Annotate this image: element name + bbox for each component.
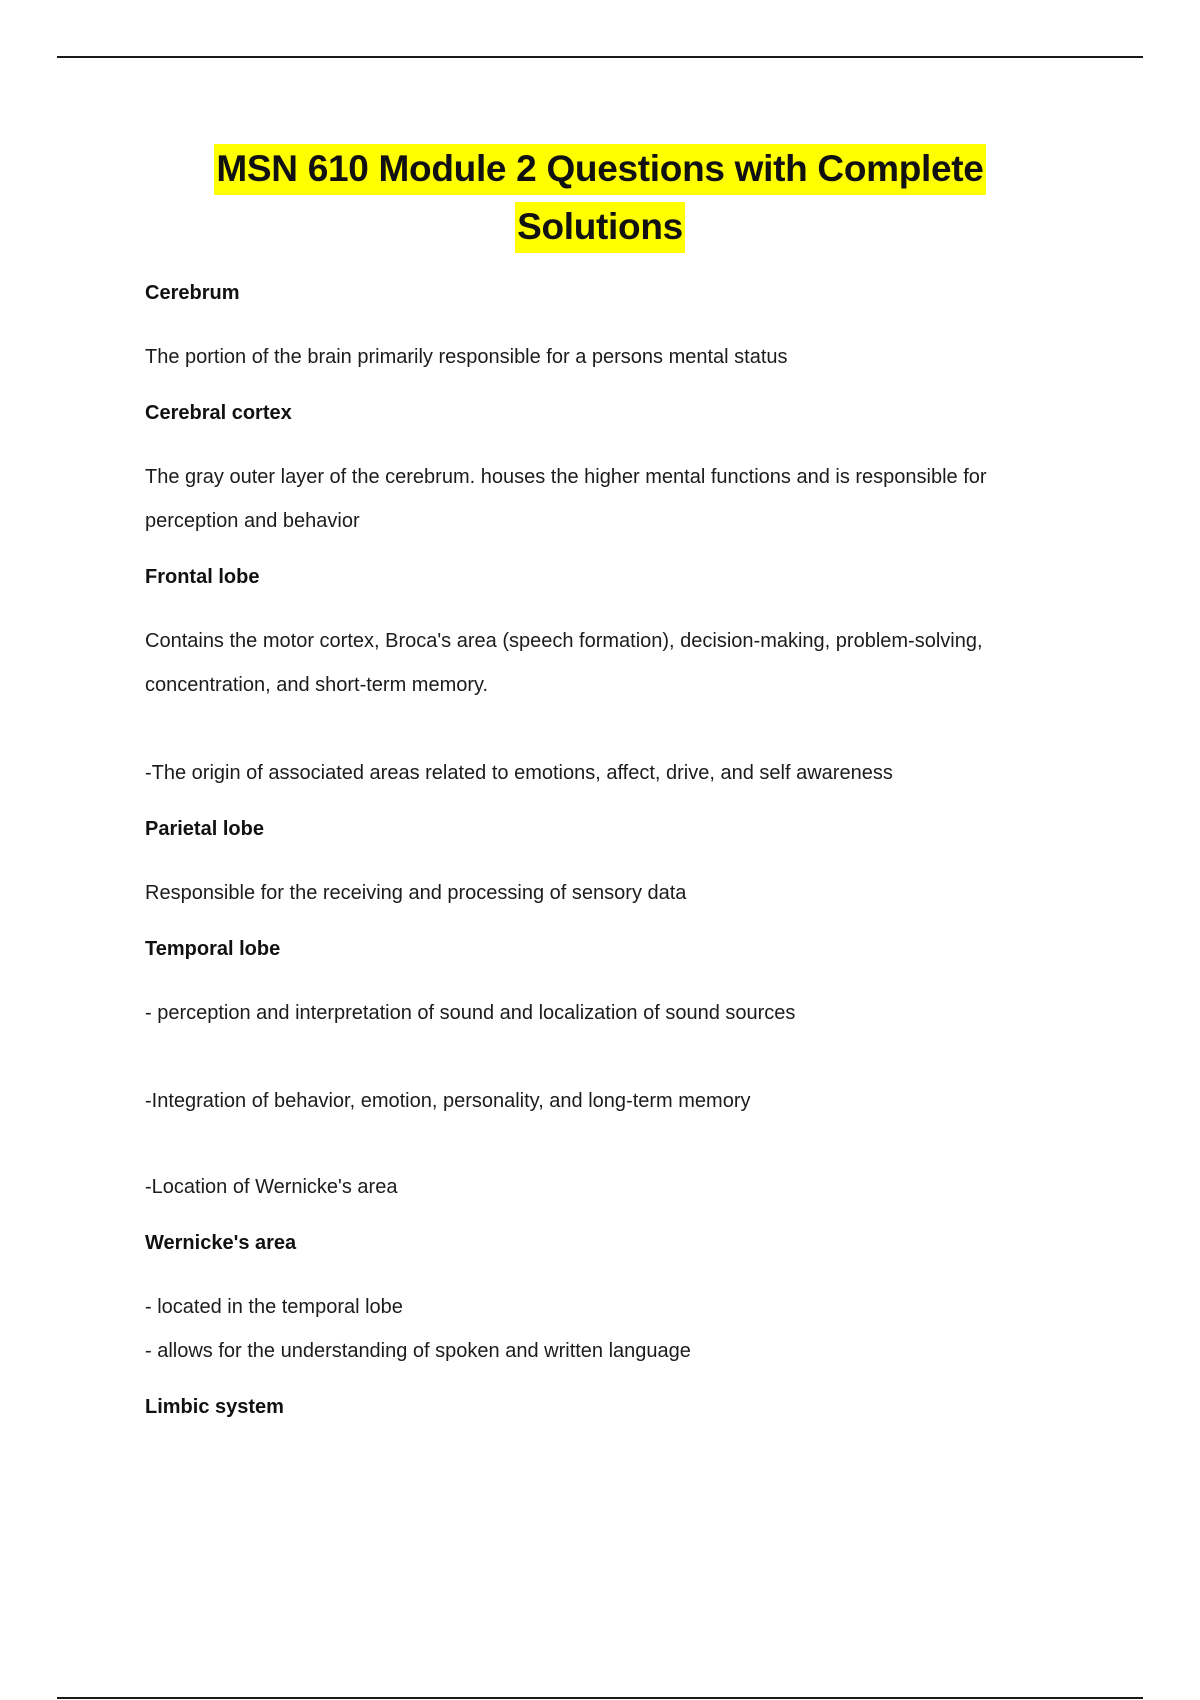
paragraph-gap xyxy=(145,1123,1105,1165)
term-cerebral-cortex: Cerebral cortex xyxy=(145,402,292,424)
term-temporal-lobe: Temporal lobe xyxy=(145,938,281,960)
definition-line: - located in the temporal lobe xyxy=(145,1296,403,1318)
definition-cerebrum xyxy=(145,335,1105,379)
definition-line: - allows for the understanding of spoken and written language xyxy=(145,1340,691,1362)
definition-cerebral-cortex xyxy=(145,455,1105,543)
term-parietal-lobe: Parietal lobe xyxy=(145,818,264,840)
document-title xyxy=(150,140,1050,256)
bottom-rule xyxy=(57,1697,1143,1699)
definition-line: -The origin of associated areas related to emotions, affect, drive, and self awareness xyxy=(145,762,893,784)
paragraph-gap xyxy=(145,1035,1105,1079)
title-line-2: Solutions xyxy=(515,202,685,253)
definition-line: Contains the motor cortex, Broca's area (speech formation), decision-making, problem-solving, xyxy=(145,630,983,652)
term-frontal-lobe: Frontal lobe xyxy=(145,566,260,588)
definition-line: -Location of Wernicke's area xyxy=(145,1176,398,1198)
definition-line: Responsible for the receiving and processing of sensory data xyxy=(145,882,687,904)
paragraph-gap xyxy=(145,707,1105,751)
definition-line: - perception and interpretation of sound and localization of sound sources xyxy=(145,1002,796,1024)
definition-temporal-lobe xyxy=(145,991,1105,1209)
definition-line: perception and behavior xyxy=(145,510,360,532)
definition-wernickes-area xyxy=(145,1285,1105,1373)
definition-frontal-lobe xyxy=(145,619,1105,795)
title-line-1: MSN 610 Module 2 Questions with Complete xyxy=(214,144,985,195)
definition-parietal-lobe xyxy=(145,871,1105,915)
term-limbic-system: Limbic system xyxy=(145,1396,284,1418)
term-wernickes-area: Wernicke's area xyxy=(145,1232,297,1254)
definition-line: The portion of the brain primarily responsible for a persons mental status xyxy=(145,346,788,368)
term-cerebrum: Cerebrum xyxy=(145,282,240,304)
definition-line: The gray outer layer of the cerebrum. houses the higher mental functions and is responsible for xyxy=(145,466,987,488)
definition-line: -Integration of behavior, emotion, personality, and long-term memory xyxy=(145,1090,751,1112)
definition-line: concentration, and short-term memory. xyxy=(145,674,489,696)
top-rule xyxy=(57,56,1143,58)
document-body xyxy=(145,275,1105,1449)
